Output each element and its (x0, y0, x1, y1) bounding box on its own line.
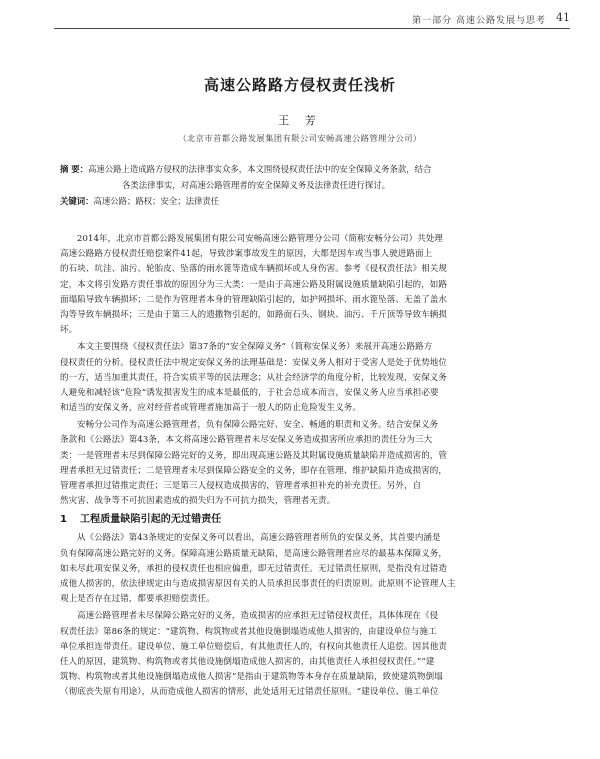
text-line: 侵权责任的分析。侵权责任法中规定安保义务的法理基础是：安保义务人相对于受害人是处于优势地位 (60, 357, 448, 368)
text-line: 的一方，适当加重其责任，符合实质平等的民法理念；从社会经济学的角度分析，比较发现，安保义务 (60, 372, 448, 383)
text-line: 理者承担无过错责任；二是管理者未尽到保障公路安全的义务，即存在管理、维护缺陷并造成损害的， (60, 465, 448, 476)
abstract-label: 摘 要： (60, 164, 89, 174)
paragraph-3 (60, 418, 545, 509)
text-line: 定，本文将引发路方责任事故的原因分为三大类：一是由于高速公路及附属设施质量缺陷引起的，如路 (60, 279, 448, 290)
abstract-line (60, 161, 540, 177)
article-body (60, 232, 545, 700)
page-number: 41 (556, 11, 570, 24)
text-line: 坏。 (60, 325, 78, 336)
section-number: 1 (60, 514, 68, 526)
text-line: （彻底丧失原有用途），从而造成他人损害的情形，此处适用无过错责任原则。“建设单位、施工单位 (60, 687, 439, 698)
section-title: 工程质量缺陷引起的无过错责任 (80, 514, 222, 526)
keywords-text: 高速公路；路权；安全；法律责任 (93, 196, 220, 206)
text-line: 安畅分公司作为高速公路管理者，负有保障公路完好、安全、畅通的职责和义务。结合安保义务 (77, 420, 439, 431)
abstract-line: 各类法律事实，对高速公路管理者的安全保障义务及法律责任进行探讨。 (122, 180, 390, 190)
text-line: 类：一是管理者未尽到保障公路完好的义务，即出现高速公路及其附属设施质量缺陷并造成损害的，管 (60, 450, 448, 461)
text-line: 2014年，北京市首都公路发展集团有限公司安畅高速公路管理分公司（简称安畅分公司）共处理 (77, 234, 444, 244)
paragraph-4 (60, 531, 545, 607)
text-line: 人避免和减轻该“危险”诱发损害发生的成本是最低的，于社会总成本而言，安保义务人应当承担必要 (60, 387, 439, 398)
text-line: 条款和《公路法》第43条，本文将高速公路管理者未尽安保义务造成损害所应承担的责任分为三大 (60, 435, 433, 446)
article-author: 王 芳 (278, 114, 322, 127)
text-line: 任人的原因，建筑物、构筑物或者其他设施倒塌造成他人损害的，由其他责任人承担侵权责任。”“建 (60, 656, 435, 667)
text-line: 管理者承担过错推定责任；三是第三人侵权造成损害的，管理者承担补充的补充责任。另外，自 (60, 481, 422, 491)
text-line: 和适当的安保义务，应对经营者或管理者施加高于一般人的防止危险发生义务。 (60, 403, 362, 414)
paragraph-2 (60, 340, 545, 416)
keywords-label: 关键词： (60, 196, 94, 206)
text-line: 权责任法》第86条的规定：“建筑物、构筑物或者其他设施倒塌造成他人损害的，由建设单位与施工 (60, 626, 437, 637)
text-line: 筑物、构筑物或者其他设施倒塌造成他人损害”是指由于建筑物等本身存在质量缺陷，致使建筑物倒塌 (60, 672, 443, 683)
author-affiliation: （北京市首都公路发展集团有限公司安畅高速公路管理分公司） (178, 133, 422, 143)
text-line: 高速公路管理者未尽保障公路完好的义务，造成损害的应承担无过错侵权责任，具体体现在《侵 (77, 611, 439, 622)
paragraph-5 (60, 609, 545, 700)
text-line: 负有保障高速公路完好的义务。保障高速公路质量无缺陷，是高速公路管理者应尽的最基本保障义务， (60, 548, 448, 559)
text-line: 单位承担连带责任。建设单位、施工单位赔偿后，有其他责任人的，有权向其他责任人追偿。因其他责 (60, 641, 448, 652)
header-divider (54, 28, 570, 29)
article-title: 高速公路路方侵权责任浅析 (203, 76, 396, 94)
text-line: 沟等导致车辆损坏；三是由于第三人的遗撒物引起的，如路面石头、钢块、油污、千斤顶等导致车辆损 (60, 309, 448, 320)
text-line: 高速公路路方侵权责任赔偿案件41起，导致涉案事故发生的原因，大都是因车或当事人驶进路面上 (60, 249, 433, 260)
text-line: 的石块、坑洼、油污、轮胎皮、坠落的雨水篦等造成车辆损坏或人身伤害。参考《侵权责任法》相关规 (60, 264, 448, 275)
text-line: 观上是否存在过错，都要承担赔偿责任。 (60, 594, 215, 605)
text-line: 如未尽此项安保义务，承担的侵权责任也相应偏重，即无过错责任。无过错责任原则，是指没有过错造 (60, 563, 448, 574)
text-line: 从《公路法》第43条规定的安保义务可以看出，高速公路管理者所负的安保义务，其首要内涵是 (77, 533, 441, 544)
abstract-text: 高速公路上造成路方侵权的法律事实众多，本文围绕侵权责任法中的安全保障义务条款，结合 (88, 164, 432, 174)
abstract-block (60, 161, 540, 209)
running-header-text: 第一部分 高速公路发展与思考 (412, 16, 546, 26)
keywords-line (60, 193, 540, 209)
text-line: 成他人损害的，依法律规定由与造成损害原因有关的人员承担民事责任的归责原则。此原则不论管理人主 (60, 578, 456, 589)
text-line: 面塌陷导致车辆损坏；二是作为管理者本身的管理缺陷引起的，如护网损坏、雨水篦坠落、无盖了盖水 (60, 294, 448, 305)
paragraph-1 (60, 232, 545, 338)
section-heading-1 (60, 509, 545, 531)
text-line: 本文主要围绕《侵权责任法》第37条的“安全保障义务”（简称安保义务）来展开高速公路路方 (77, 342, 433, 353)
text-line: 然灾害、战争等不可抗因素造成的损失归为不可抗力损失，管理者无责。 (60, 496, 336, 507)
running-header (0, 11, 600, 27)
